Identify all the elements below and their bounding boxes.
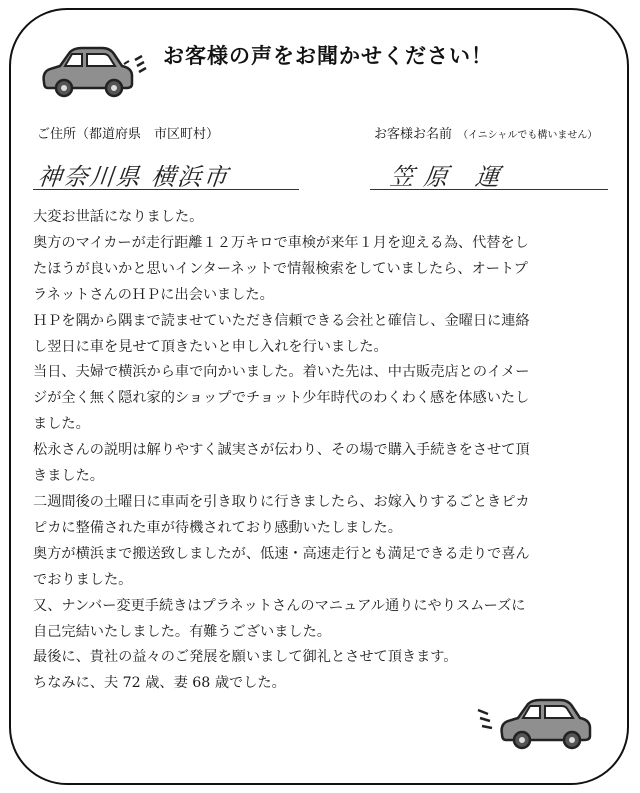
page-title: お客様の声をお聞かせください！ xyxy=(163,44,493,68)
car-icon xyxy=(476,692,606,754)
body-line: ました。 xyxy=(33,416,90,433)
body-line: 奥方が横浜まで搬送致しましたが、低速・高速走行とも満足できる走りで喜ん xyxy=(33,545,530,562)
body-line: ラネットさんのＨＰに出会いました。 xyxy=(33,286,274,303)
body-line: でおりました。 xyxy=(33,571,133,588)
body-line: 二週間後の土曜日に車両を引き取りに行きましたら、お嫁入りするごときピカ xyxy=(33,493,530,510)
body-line: ＨＰを隅から隅まで読ませていただき信頼できる会社と確信し、金曜日に連絡 xyxy=(33,312,530,329)
address-underline xyxy=(33,189,299,190)
body-line: 当日、夫婦で横浜から車で向かいました。着いた先は、中古販売店とのイメー xyxy=(33,364,530,381)
body-line: 松永さんの説明は解りやすく誠実さが伝わり、その場で購入手続きをさせて頂 xyxy=(33,442,530,459)
name-label-text: お客様お名前 xyxy=(374,127,453,142)
address-handwritten: 神奈川県 横浜市 xyxy=(36,163,231,191)
name-label xyxy=(374,123,597,142)
body-line: ジが全く無く隠れ家的ショップでチョット少年時代のわくわく感を体感いたし xyxy=(33,390,530,407)
body-line: きました。 xyxy=(33,468,104,485)
body-line: 自己完結いたしました。有難うございました。 xyxy=(33,623,331,640)
body-line: 大変お世話になりました。 xyxy=(33,209,204,225)
name-underline xyxy=(370,189,608,190)
name-note: （イニシャルでも構いません） xyxy=(458,130,598,141)
body-line: 又、ナンバー変更手続きはプラネットさんのマニュアル通りにやりスムーズに xyxy=(33,597,526,614)
address-label: ご住所（都道府県 市区町村） xyxy=(37,127,220,142)
body-line: 奥方のマイカーが走行距離１２万キロで車検が来年１月を迎える為、代替をし xyxy=(33,234,529,251)
body-line: し翌日に車を見せて頂きたいと申し入れを行いました。 xyxy=(33,338,388,355)
body-line: ちなみに、夫 72 歳、妻 68 歳でした。 xyxy=(33,675,286,692)
body-line: ピカに整備された車が待機されており感動いたしました。 xyxy=(33,519,402,536)
car-icon xyxy=(38,42,148,102)
testimonial-body xyxy=(33,205,613,697)
body-line: 最後に、貴社の益々のご発展を願いまして御礼とさせて頂きます。 xyxy=(33,649,458,666)
body-line: たほうが良いかと思いインターネットで情報検索をしていましたら、オートプ xyxy=(33,260,528,277)
name-handwritten: 笠原 運 xyxy=(388,163,511,191)
